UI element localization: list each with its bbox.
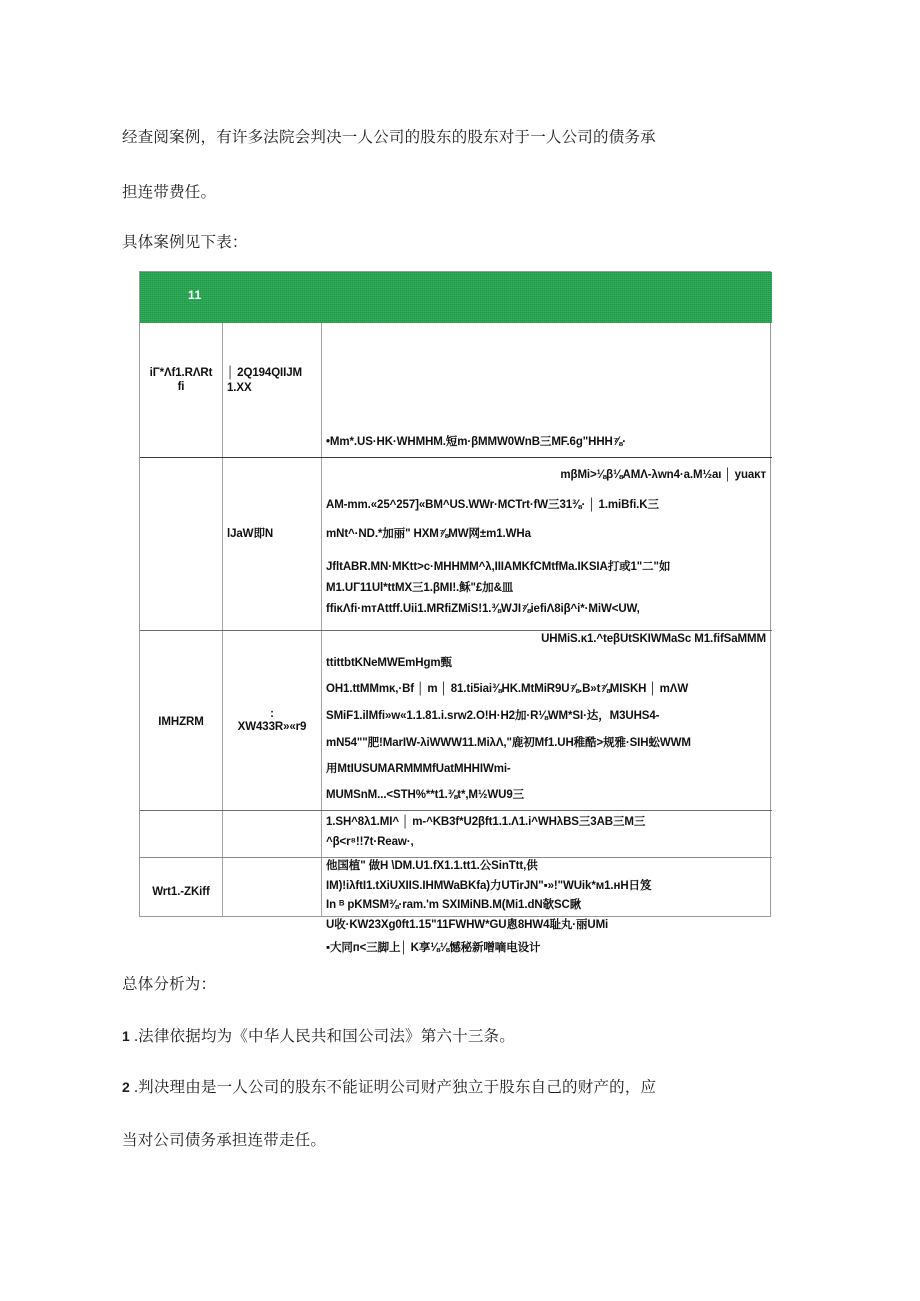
table-row <box>140 323 772 457</box>
cell-text: MUMSnM...<STH%**t1.⅜t*,M½WU9三 <box>326 789 525 801</box>
cell-text: M1.UΓ11Ul*ttMX三1.βMI!.稣"£加&皿 <box>326 582 514 594</box>
list-number-1: 1 <box>122 1028 130 1044</box>
paragraph-point-2 <box>122 1078 656 1097</box>
cell-text: U收·KW23Xg0ft1.15"11FWHW*GU悤8HW4耻丸·丽UMi <box>326 919 609 931</box>
table-header-band <box>140 272 772 323</box>
cell-text: lJaW即N <box>227 528 274 540</box>
table-row <box>140 458 772 630</box>
cell-text: XW433R»«r9 <box>237 721 307 733</box>
paragraph-analysis-lead: 总体分析为： <box>122 976 217 993</box>
paragraph-table-lead: 具体案例见下表： <box>122 234 248 251</box>
table-row <box>140 858 772 954</box>
cell-text: ▪大同п<三脚上│ K享⅛⅛憾秘新噌嘀电设计 <box>326 942 541 954</box>
case-table <box>139 271 771 954</box>
cell-text: ^β<r⁸!!7t·Reaw·, <box>326 836 414 848</box>
paragraph-point-2-continued: 当对公司债务承担连带走任。 <box>122 1132 327 1149</box>
table-row <box>140 631 772 810</box>
cell-text: 用MtIUSUMARMMMfUatMHHIWmi- <box>326 763 511 775</box>
paragraph-intro-line2: 担连带费任。 <box>122 184 217 201</box>
list-text-1: .法律依据均为《中华人民共和国公司法》第六十三条。 <box>134 1028 515 1045</box>
cell-text: ttittbtKNeMWEmHgm甄 <box>326 657 452 669</box>
cell-text: mN54""肥!MarIW-λiWWW11.MiλΛ,"鹿初Mf1.UH稚酷>规雅·SIH蚣WWM <box>326 737 691 749</box>
cell-text: iΓ*Λf1.RΛRt <box>149 367 213 379</box>
cell-text: •Mm*.US·HK·WHMHM.短m·βMMW0WnB三MF.6g"HHH⅞· <box>326 436 626 448</box>
cell-text: 1.XX <box>227 382 252 394</box>
cell-text: OH1.ttMMmĸ,·Bf │ m │ 81.ti5iai⅜HK.MtMiR9U⅞.B»t⅞MISKH │ mΛW <box>326 683 689 695</box>
cell-text: SMiF1.ilMfi»w«1.1.81.i.srw2.O!H·H2加·R⅛WM*SI·达，M3UHS4- <box>326 710 660 722</box>
cell-text: JfltABR.MN·MKtt>c·MHHMM^λ,IIIAMKfCMtfMa.IKSIA打或1"二"如 <box>326 561 671 573</box>
cell-text: : <box>270 708 274 720</box>
table-body <box>140 323 772 954</box>
cell-text: In ᴮ pKMSM⅜·ram.'m SXIMiNB.M(Mi1.dN欹SC瞅 <box>326 899 582 911</box>
table-header-label: 11 <box>188 288 202 302</box>
paragraph-intro-line1: 经查阅案例，有许多法院会判决一人公司的股东的股东对于一人公司的债务承 <box>122 129 656 146</box>
list-text-2: .判决理由是一人公司的股东不能证明公司财产独立于股东自己的财产的，应 <box>134 1079 657 1096</box>
table-row <box>140 811 772 857</box>
cell-text: fi <box>177 381 185 393</box>
cell-text: 他国植" 做H \DM.U1.fX1.1.tt1.公SinTtt,供 <box>326 860 538 872</box>
cell-text: ffiĸΛfi·mтAttff.Uii1.MRfiZMiS!1.⅜WJI⅞iefiΛ8iβ^i*·MiW<UW, <box>326 603 640 615</box>
cell-text: Wrt1.-ZKiff <box>152 886 210 898</box>
cell-text: IMHZRM <box>158 716 204 728</box>
cell-text: UHMiS.ĸ1.^teβUtSKIWMaSc M1.fifSaMMM <box>541 633 766 645</box>
cell-text: mNt^·ND.*加丽" HXM⅞MW网±m1.WHa <box>326 528 531 540</box>
cell-text: IM)!iλftI1.tXiUXIIS.IHMWaBKfa)力UTirJN"▪»!"WUik*м1.нH日笈 <box>326 880 652 892</box>
paragraph-point-1 <box>122 1027 515 1046</box>
cell-text: 1.SH^8λ1.MI^ │ m-^KB3f*U2βft1.1.Λ1.i^WHλBS三3AB三M三 <box>326 816 646 828</box>
cell-text: AM-mm.«25^257]«BM^US.WWr·MCTrt·fW三31⅜· │ 1.miBfi.K三 <box>326 499 659 511</box>
list-number-2: 2 <box>122 1079 130 1095</box>
cell-text: mβMi>⅛β⅛AMΛ-λwn4·a.M½aı │ yuaĸт <box>560 469 766 481</box>
cell-text: │ 2Q194QIIJM <box>227 367 303 379</box>
